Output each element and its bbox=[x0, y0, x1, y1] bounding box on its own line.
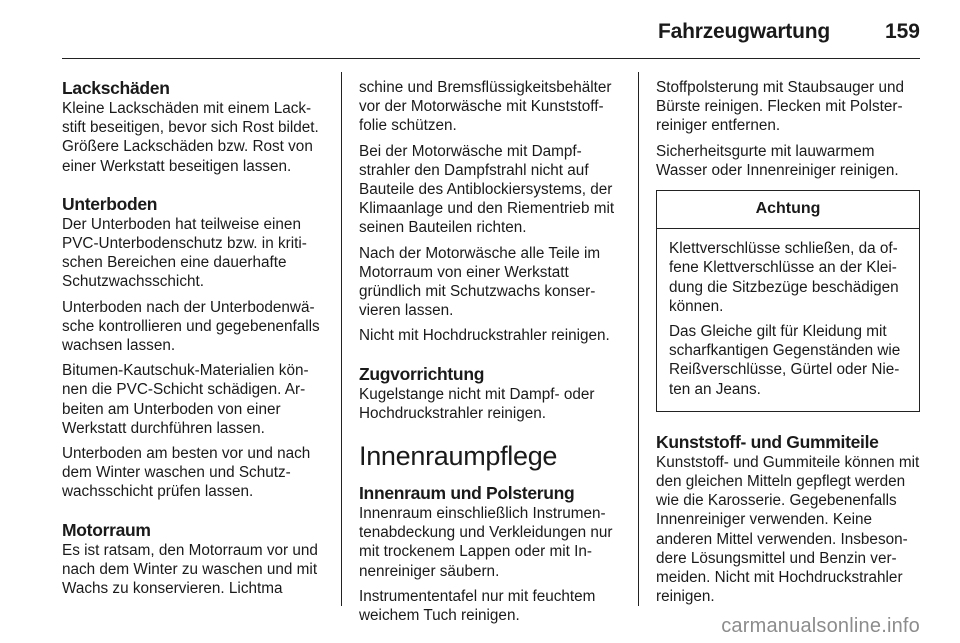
section-heading: Unterboden bbox=[62, 193, 158, 214]
paragraph: Kugelstange nicht mit Dampf- oder Hochdruckstrahler reinigen. bbox=[359, 385, 595, 422]
paragraph: Sicherheitsgurte mit lauwarmem Wasser oder Innenreiniger reinigen. bbox=[656, 142, 899, 179]
paragraph: Es ist ratsam, den Motorraum vor und nach dem Winter zu waschen und mit Wachs zu konservieren. Lichtma bbox=[62, 541, 318, 598]
paragraph: Nach der Motorwäsche alle Teile im Motorraum von einer Werkstatt gründlich mit Schutzwachs konservieren lassen. bbox=[359, 244, 601, 320]
paragraph: Der Unterboden hat teilweise einen PVC-Unterbodenschutz bzw. in kritischen Bereichen eine dauerhafte Schutzwachsschicht. bbox=[62, 215, 307, 291]
section-engine-compartment-cont bbox=[359, 78, 623, 346]
section-heading: Zugvorrichtung bbox=[359, 363, 485, 384]
paragraph: Bei der Motorwäsche mit Dampfstrahler den Dampfstrahl nicht auf Bauteile des Antiblockiersystems, der Klimaanlage und den Riementrieb mit seinen Bauteilen richten. bbox=[359, 142, 615, 237]
column-divider-2 bbox=[638, 72, 639, 606]
paragraph: Unterboden am besten vor und nach dem Winter waschen und Schutzwachsschicht prüfen lassen. bbox=[62, 445, 311, 501]
section-towing-device bbox=[359, 364, 623, 423]
page-header bbox=[0, 0, 960, 58]
header-divider bbox=[62, 58, 920, 59]
paragraph: Instrumententafel nur mit feuchtem weichem Tuch reinigen. bbox=[359, 587, 596, 625]
watermark: carmanualsonline.info bbox=[721, 615, 920, 637]
section-interior bbox=[359, 483, 623, 625]
warning-title: Achtung bbox=[657, 191, 919, 229]
page-title: Fahrzeugwartung bbox=[657, 20, 830, 43]
paragraph: Kleine Lackschäden mit einem Lackstift beseitigen, bevor sich Rost bildet. Größere Lackschäden bzw. Rost von einer Werkstatt beseitigen lassen. bbox=[62, 100, 319, 175]
paragraph: Nicht mit Hochdruckstrahler reinigen. bbox=[359, 327, 610, 345]
paragraph: Kunststoff- und Gummiteile können mit den gleichen Mitteln gepflegt werden wie die Karosserie. Gegebenenfalls Innenreiniger verwenden. Keine anderen Mittel verwenden. Insbesondere Lösungsmittel und Benzin vermeiden. Nicht mit Hochdruckstrahler reinigen. bbox=[656, 453, 920, 606]
column-3 bbox=[656, 78, 920, 624]
section-heading: Motorraum bbox=[62, 519, 151, 540]
chapter-heading: Innenraumpflege bbox=[359, 441, 558, 472]
page-number: 159 bbox=[884, 20, 920, 43]
paragraph: Bitumen-Kautschuk-Materialien können die PVC-Schicht schädigen. Arbeiten am Unterboden von einer Werkstatt durchführen lassen. bbox=[62, 362, 309, 437]
paragraph: Innenraum einschließlich Instrumentenabdeckung und Verkleidungen nur mit trockenem Lappen oder mit Innenreiniger säubern. bbox=[359, 505, 613, 580]
paragraph: Stoffpolsterung mit Staubsauger und Bürste reinigen. Flecken mit Polsterreiniger entfernen. bbox=[656, 79, 905, 135]
paragraph: Unterboden nach der Unterbodenwäsche kontrollieren und gegebenenfalls wachsen lassen. bbox=[62, 298, 320, 355]
section-underbody bbox=[62, 194, 326, 502]
section-paint-damage bbox=[62, 78, 326, 176]
column-divider-1 bbox=[341, 72, 342, 606]
section-heading: Lackschäden bbox=[62, 78, 170, 98]
paragraph: Klettverschlüsse schließen, da offene Klettverschlüsse an der Kleidung die Sitzbezüge beschädigen können. bbox=[669, 240, 899, 315]
column-2 bbox=[359, 78, 623, 643]
warning-box bbox=[656, 190, 920, 412]
section-heading: Kunststoff- und Gummiteile bbox=[656, 431, 879, 452]
section-heading: Innenraum und Polsterung bbox=[359, 483, 575, 504]
warning-body bbox=[657, 229, 919, 411]
section-plastic-rubber bbox=[656, 432, 920, 607]
section-engine-compartment bbox=[62, 520, 326, 599]
paragraph: Das Gleiche gilt für Kleidung mit scharfkantigen Gegenständen wie Reißverschlüsse, Gürtel oder Nieten an Jeans. bbox=[669, 323, 901, 398]
paragraph: schine und Bremsflüssigkeitsbehälter vor der Motorwäsche mit Kunststofffolie schützen. bbox=[359, 79, 612, 135]
column-1 bbox=[62, 78, 326, 616]
